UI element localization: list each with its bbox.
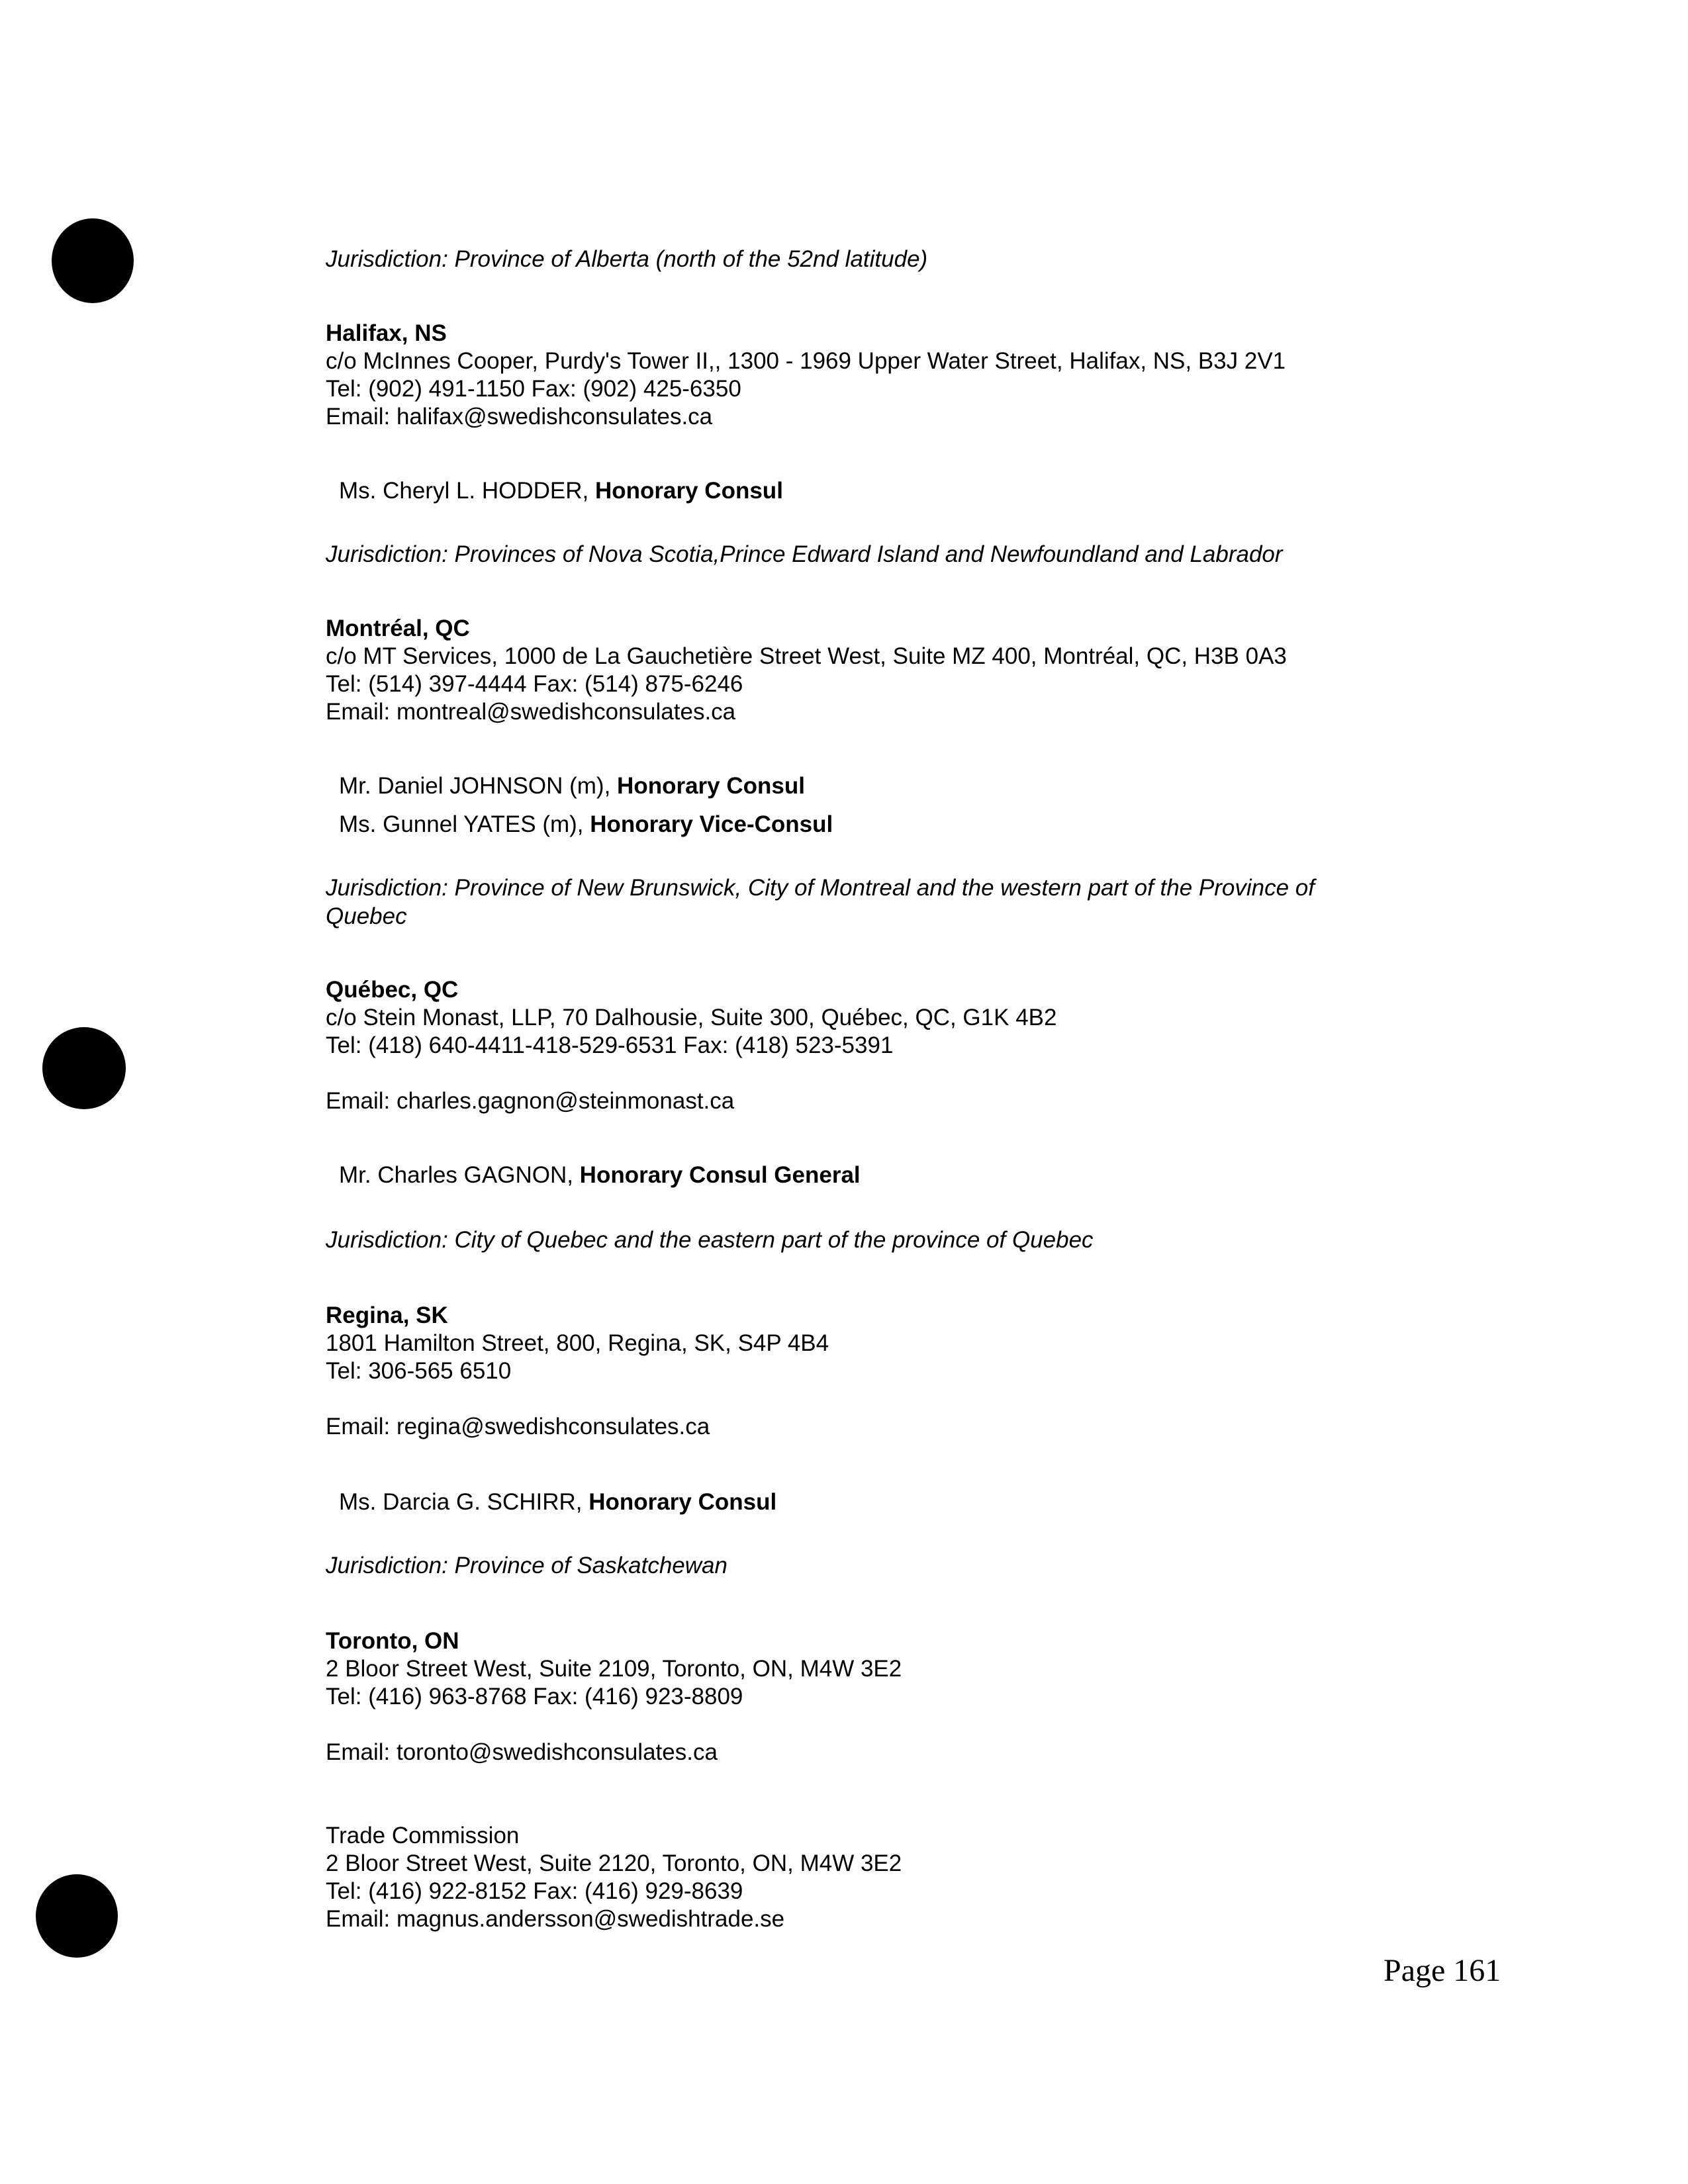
quebec-jurisdiction: Jurisdiction: City of Quebec and the eastern part of the province of Quebec <box>326 1227 1094 1253</box>
montreal-jurisdiction: Jurisdiction: Province of New Brunswick, City of Montreal and the western part of the Province of Quebec <box>326 875 1315 929</box>
trade-commission-address: 2 Bloor Street West, Suite 2120, Toronto, ON, M4W 3E2 <box>326 1850 902 1876</box>
official-title: Honorary Consul <box>588 1489 777 1515</box>
regina-city-heading: Regina, SK <box>326 1302 448 1328</box>
quebec-tel-fax: Tel: (418) 640-4411-418-529-6531 Fax: (418) 523-5391 <box>326 1032 894 1058</box>
official-title: Honorary Consul <box>617 773 805 799</box>
official-name: Ms. Darcia G. SCHIRR, <box>339 1489 589 1515</box>
trade-commission-heading: Trade Commission <box>326 1823 520 1848</box>
halifax-city-heading: Halifax, NS <box>326 320 447 346</box>
page-number: Page 161 <box>1383 1953 1501 1988</box>
quebec-email: Email: charles.gagnon@steinmonast.ca <box>326 1088 735 1114</box>
montreal-email: Email: montreal@swedishconsulates.ca <box>326 699 736 725</box>
halifax-tel-fax: Tel: (902) 491-1150 Fax: (902) 425-6350 <box>326 376 741 402</box>
toronto-city-heading: Toronto, ON <box>326 1628 459 1654</box>
montreal-official-2 <box>339 810 833 839</box>
jurisdiction-alberta: Jurisdiction: Province of Alberta (north of the 52nd latitude) <box>326 246 928 272</box>
regina-email: Email: regina@swedishconsulates.ca <box>326 1414 710 1439</box>
toronto-address: 2 Bloor Street West, Suite 2109, Toronto, ON, M4W 3E2 <box>326 1656 902 1682</box>
trade-commission-tel-fax: Tel: (416) 922-8152 Fax: (416) 929-8639 <box>326 1878 743 1904</box>
regina-tel: Tel: 306-565 6510 <box>326 1358 512 1384</box>
official-title: Honorary Consul <box>595 478 783 504</box>
official-name: Ms. Gunnel YATES (m), <box>339 811 590 837</box>
montreal-city-heading: Montréal, QC <box>326 615 470 641</box>
official-title: Honorary Vice-Consul <box>590 811 833 837</box>
regina-address: 1801 Hamilton Street, 800, Regina, SK, S4P 4B4 <box>326 1330 829 1356</box>
quebec-official <box>339 1161 861 1189</box>
punch-hole-middle <box>42 1027 126 1109</box>
montreal-official-1 <box>339 772 805 800</box>
montreal-address: c/o MT Services, 1000 de La Gauchetière Street West, Suite MZ 400, Montréal, QC, H3B 0A3 <box>326 643 1287 669</box>
regina-jurisdiction: Jurisdiction: Province of Saskatchewan <box>326 1553 727 1578</box>
official-name: Ms. Cheryl L. HODDER, <box>339 478 595 504</box>
toronto-tel-fax: Tel: (416) 963-8768 Fax: (416) 923-8809 <box>326 1684 743 1709</box>
toronto-email: Email: toronto@swedishconsulates.ca <box>326 1739 718 1765</box>
punch-hole-bottom <box>36 1874 118 1958</box>
regina-official <box>339 1488 776 1516</box>
quebec-city-heading: Québec, QC <box>326 977 459 1003</box>
halifax-address: c/o McInnes Cooper, Purdy's Tower II,, 1300 - 1969 Upper Water Street, Halifax, NS, B3J 2V1 <box>326 348 1286 374</box>
quebec-address: c/o Stein Monast, LLP, 70 Dalhousie, Suite 300, Québec, QC, G1K 4B2 <box>326 1005 1057 1030</box>
official-title: Honorary Consul General <box>579 1162 861 1188</box>
montreal-tel-fax: Tel: (514) 397-4444 Fax: (514) 875-6246 <box>326 671 743 697</box>
punch-hole-top <box>52 218 134 303</box>
official-name: Mr. Daniel JOHNSON (m), <box>339 773 618 799</box>
halifax-jurisdiction: Jurisdiction: Provinces of Nova Scotia,Prince Edward Island and Newfoundland and Labrador <box>326 541 1283 567</box>
halifax-official <box>339 477 783 505</box>
official-name: Mr. Charles GAGNON, <box>339 1162 580 1188</box>
halifax-email: Email: halifax@swedishconsulates.ca <box>326 404 713 430</box>
trade-commission-email: Email: magnus.andersson@swedishtrade.se <box>326 1906 785 1932</box>
